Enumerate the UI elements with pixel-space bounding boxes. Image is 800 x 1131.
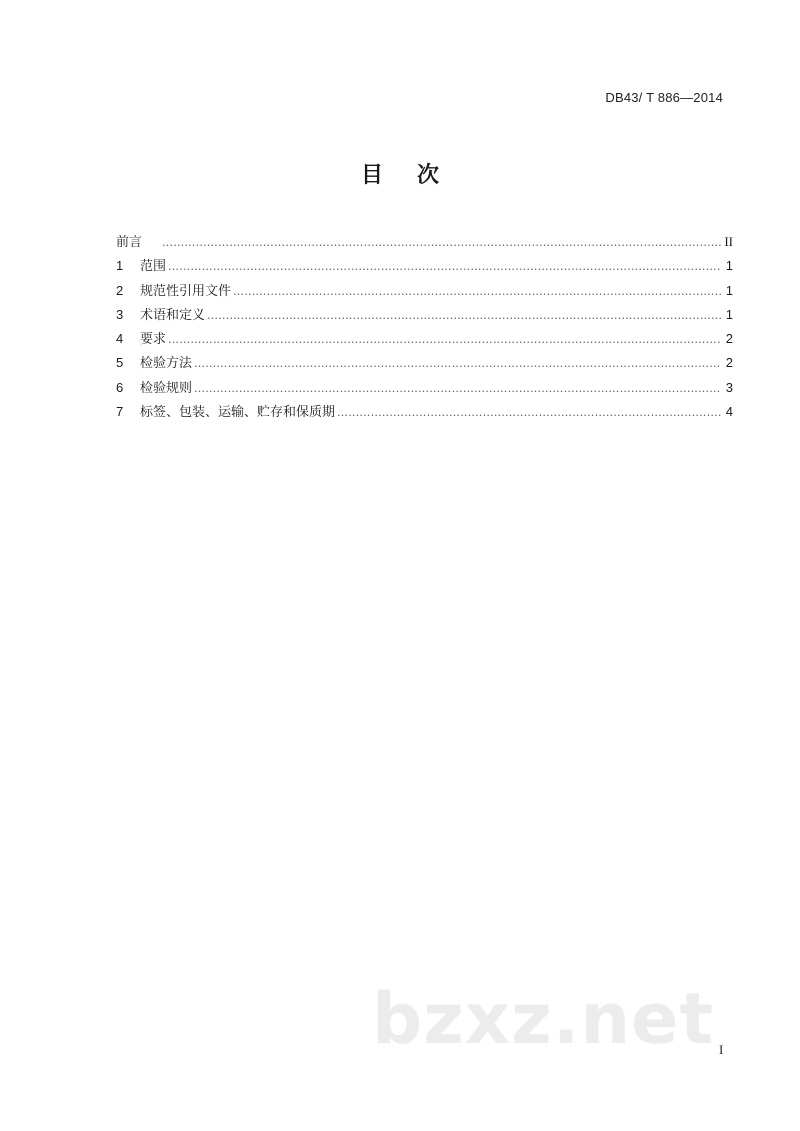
toc-entry-label: 范围 [140, 259, 167, 275]
toc-entry[interactable] [116, 377, 733, 401]
dot-leader [194, 357, 721, 370]
toc-entry-label: 规范性引用文件 [140, 283, 232, 299]
dot-leader [207, 309, 721, 322]
toc-entry-number: 3 [116, 306, 124, 322]
toc-entry-page: 2 [725, 331, 733, 347]
toc-entry-label: 前言 [116, 235, 143, 250]
dot-leader [168, 333, 721, 346]
dot-leader [162, 236, 721, 249]
dot-leader [194, 382, 721, 395]
toc-entry[interactable] [116, 352, 733, 376]
toc-entry-label: 检验方法 [140, 356, 193, 372]
toc-entry[interactable] [116, 401, 733, 425]
toc-entry[interactable] [116, 255, 733, 279]
toc-entry-page: 1 [725, 282, 733, 298]
dot-leader [168, 260, 721, 273]
toc-entry-page: 4 [725, 404, 733, 420]
toc-entry-page: 2 [725, 355, 733, 371]
toc-entry-label: 术语和定义 [140, 307, 206, 323]
toc-entry-page: 1 [725, 258, 733, 274]
toc-title: 目次 [360, 163, 473, 188]
toc-entry-foreword[interactable] [116, 231, 733, 255]
toc-entry-number: 6 [116, 379, 124, 395]
toc-entry-page: 1 [725, 306, 733, 322]
dot-leader [337, 406, 721, 419]
dot-leader [233, 285, 721, 298]
watermark: bzxz.net [372, 978, 715, 1060]
toc-entry-number: 2 [116, 282, 124, 298]
toc-entry[interactable] [116, 304, 733, 328]
page-number: I [719, 1042, 724, 1057]
table-of-contents [116, 231, 733, 425]
toc-entry-number: 7 [116, 404, 124, 420]
toc-entry-label: 要求 [140, 332, 167, 348]
toc-entry[interactable] [116, 280, 733, 304]
toc-entry-page: II [724, 234, 733, 249]
toc-entry-number: 1 [116, 258, 124, 274]
toc-entry-label: 检验规则 [140, 380, 193, 396]
toc-entry-label: 标签、包装、运输、贮存和保质期 [140, 405, 336, 421]
document-code: DB43/ T 886—2014 [605, 90, 723, 105]
toc-entry-number: 5 [116, 355, 124, 371]
toc-entry[interactable] [116, 328, 733, 352]
toc-entry-number: 4 [116, 331, 124, 347]
toc-entry-page: 3 [725, 379, 733, 395]
